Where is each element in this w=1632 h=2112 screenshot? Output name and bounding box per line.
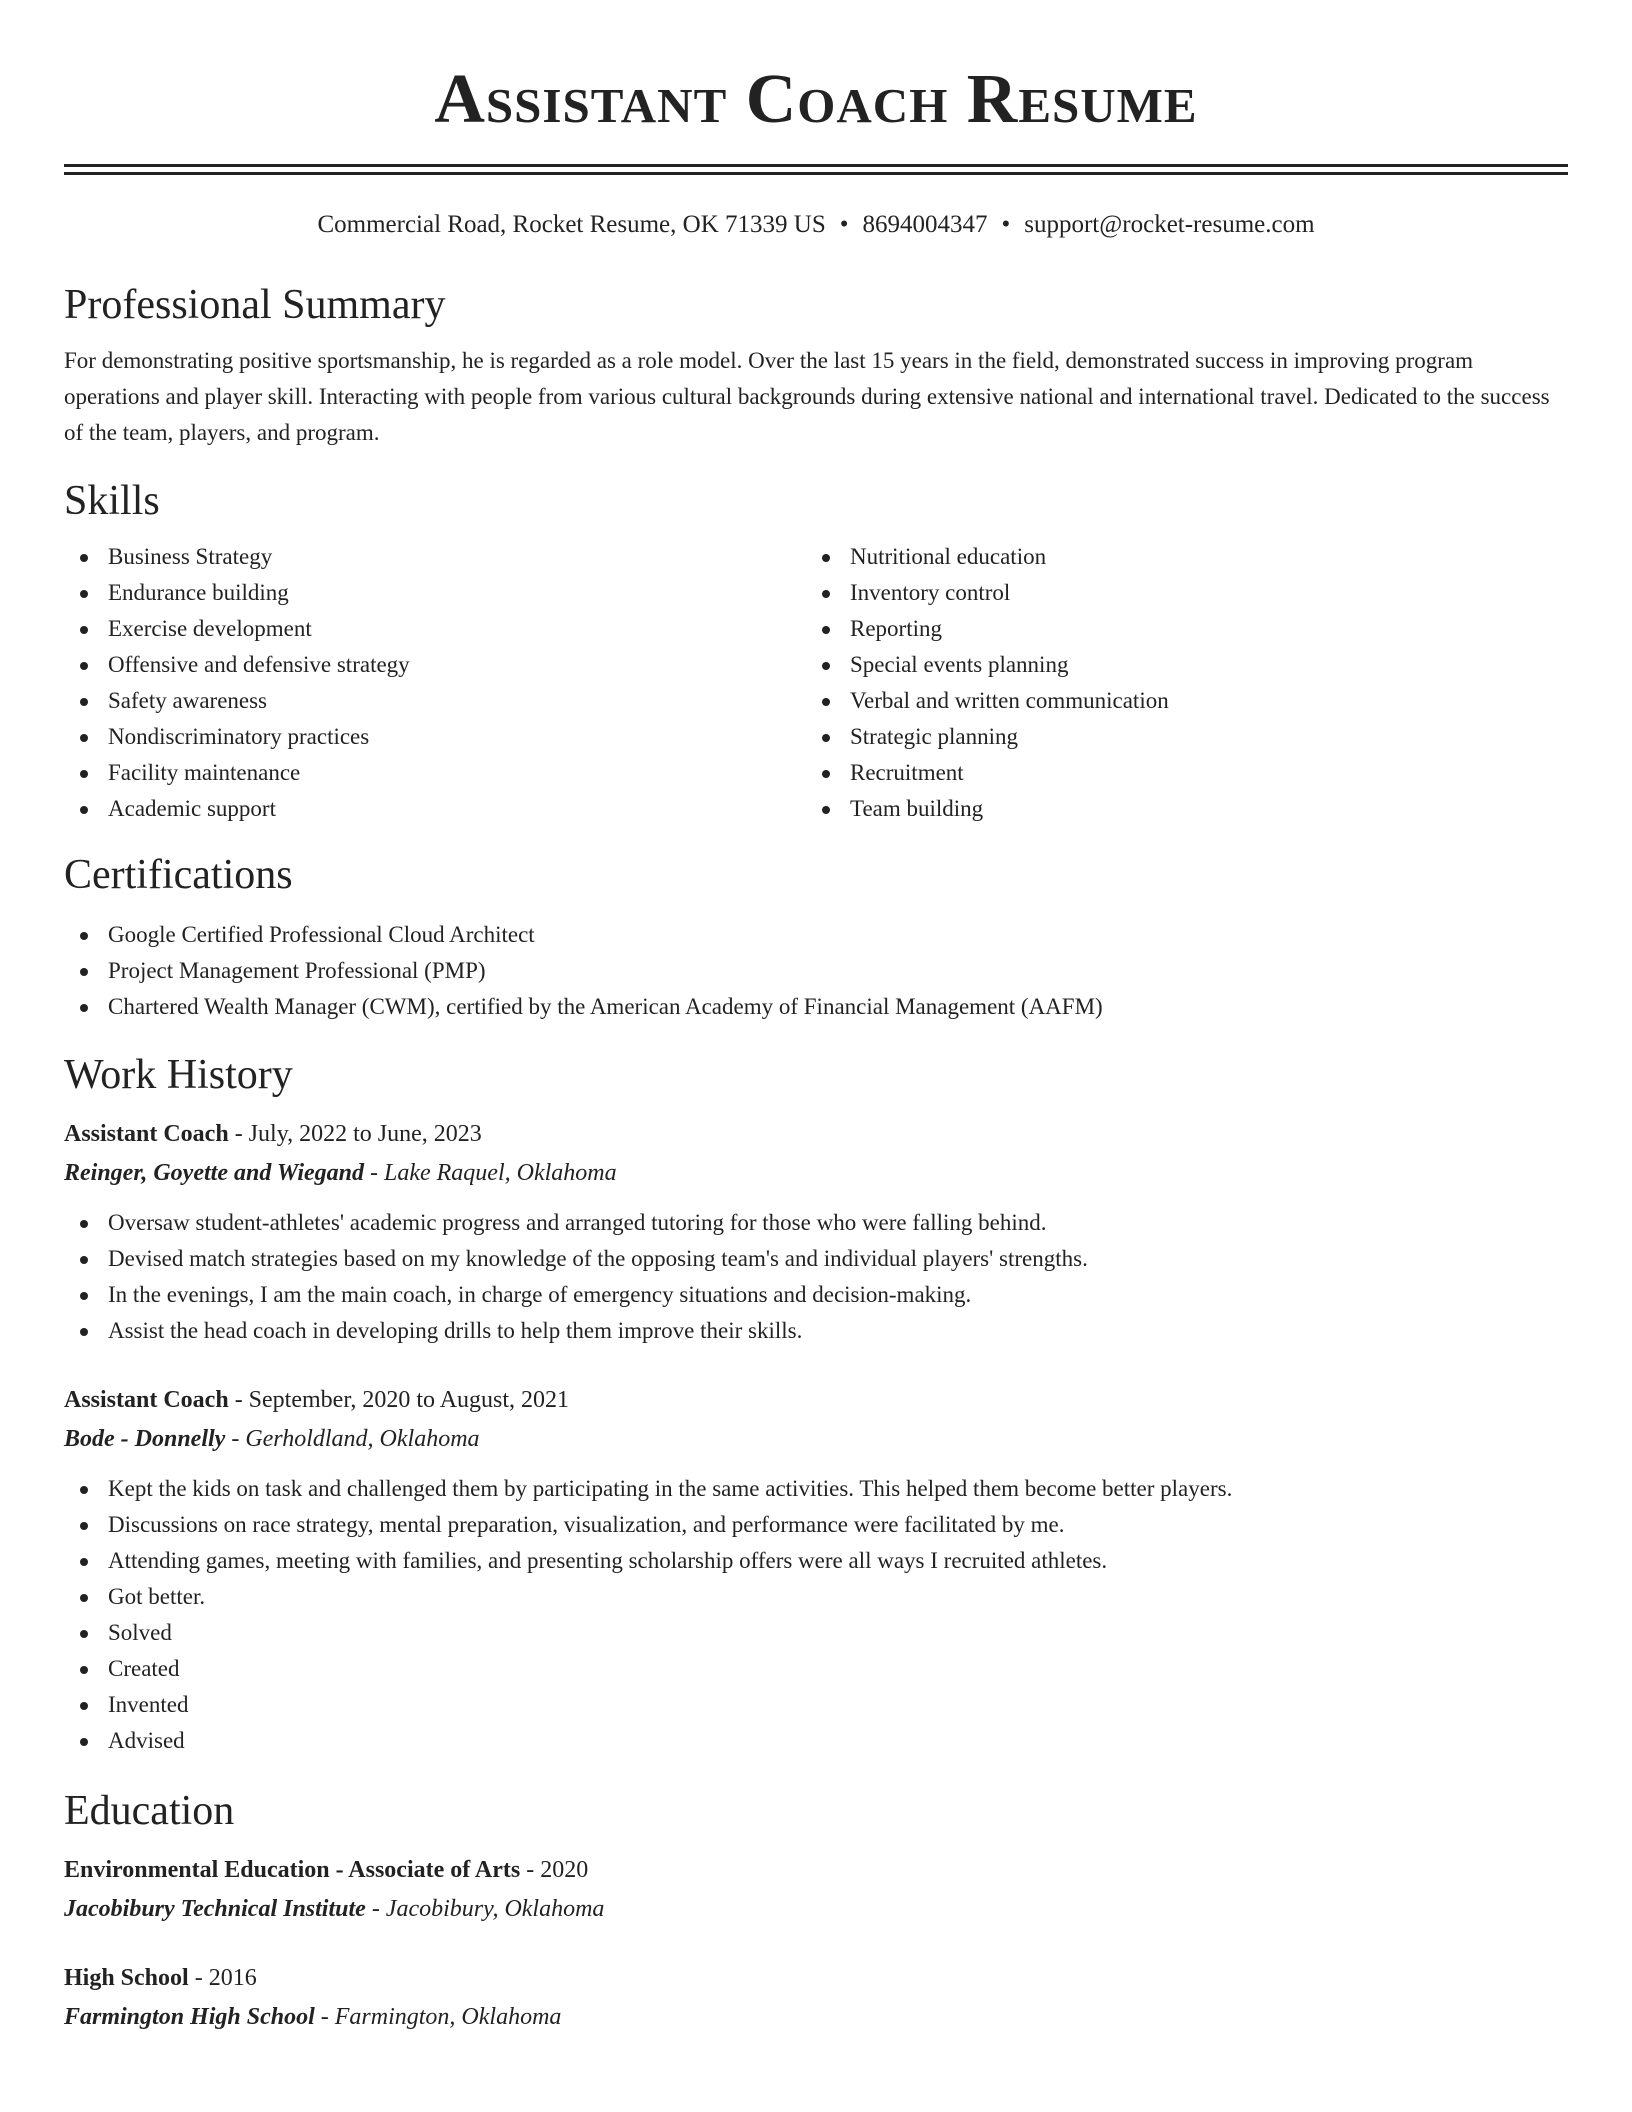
skill-item: Facility maintenance [64, 755, 806, 791]
work-history-heading: Work History [64, 1052, 293, 1098]
job-duty: Advised [64, 1723, 1568, 1759]
education-year: - 2020 [520, 1857, 589, 1883]
education-degree-line [64, 1959, 1568, 1997]
job-entry [64, 1381, 1568, 1759]
job-duty: Attending games, meeting with families, and presenting scholarship offers were all ways I recruited athletes. [64, 1543, 1568, 1579]
certification-item: Chartered Wealth Manager (CWM), certified by the American Academy of Financial Management (AAFM) [64, 989, 1568, 1025]
education-school-line [64, 1889, 1568, 1929]
skill-item: Verbal and written communication [806, 683, 1548, 719]
education-entry [64, 1851, 1568, 1929]
skill-item: Safety awareness [64, 683, 806, 719]
job-location: - Lake Raquel, Oklahoma [364, 1160, 617, 1186]
education-entry [64, 1959, 1568, 2037]
education-school: Jacobibury Technical Institute [64, 1896, 366, 1922]
skills-right-list [806, 539, 1548, 827]
contact-line [64, 209, 1568, 241]
job-dates: - September, 2020 to August, 2021 [228, 1387, 570, 1413]
education-school: Farmington High School [64, 2004, 315, 2030]
job-duty: Solved [64, 1615, 1568, 1651]
job-company: Bode - Donnelly [64, 1426, 226, 1452]
education-location: - Jacobibury, Oklahoma [365, 1896, 605, 1922]
job-location: - Gerholdland, Oklahoma [225, 1426, 480, 1452]
contact-separator: • [839, 211, 849, 238]
job-duty: Kept the kids on task and challenged them by participating in the same activities. This helped them become better players. [64, 1471, 1568, 1507]
skill-item: Special events planning [806, 647, 1548, 683]
job-title-line [64, 1381, 1568, 1419]
job-title: Assistant Coach [64, 1121, 229, 1147]
skill-item: Reporting [806, 611, 1548, 647]
skill-item: Recruitment [806, 755, 1548, 791]
skill-item: Academic support [64, 791, 806, 827]
job-duty: Invented [64, 1687, 1568, 1723]
skill-item: Exercise development [64, 611, 806, 647]
skill-item: Business Strategy [64, 539, 806, 575]
skill-item: Nutritional education [806, 539, 1548, 575]
skill-item: Inventory control [806, 575, 1548, 611]
job-entry [64, 1115, 1568, 1349]
skills-left-list [64, 539, 806, 827]
education-degree: Environmental Education - Associate of Arts [64, 1857, 521, 1883]
contact-separator: • [1001, 211, 1011, 238]
job-duty: Devised match strategies based on my knowledge of the opposing team's and individual players' strengths. [64, 1241, 1568, 1277]
job-company-line [64, 1419, 1568, 1459]
education-degree: High School [64, 1965, 189, 1991]
title-double-rule [64, 164, 1568, 175]
summary-heading: Professional Summary [64, 282, 446, 328]
skills-heading: Skills [64, 478, 160, 524]
contact-email: support@rocket-resume.com [1024, 211, 1315, 238]
certification-item: Google Certified Professional Cloud Architect [64, 917, 1568, 953]
summary-text: For demonstrating positive sportsmanship, he is regarded as a role model. Over the last 15 years in the field, demonstrated success in improving program operations and player skill. Interacting with people from various cultural backgrounds during extensive national and international travel. Dedicated to the success of the team, players, and program. [64, 348, 1550, 445]
education-heading: Education [64, 1788, 235, 1834]
job-title-line [64, 1115, 1568, 1153]
job-company-line [64, 1153, 1568, 1193]
skill-item: Nondiscriminatory practices [64, 719, 806, 755]
certification-item: Project Management Professional (PMP) [64, 953, 1568, 989]
certifications-heading: Certifications [64, 852, 293, 898]
job-duty: Discussions on race strategy, mental preparation, visualization, and performance were facilitated by me. [64, 1507, 1568, 1543]
page-title: Assistant Coach Resume [434, 61, 1198, 138]
job-duty: Assist the head coach in developing drills to help them improve their skills. [64, 1313, 1568, 1349]
job-dates: - July, 2022 to June, 2023 [228, 1121, 482, 1147]
job-duties-list [64, 1471, 1568, 1759]
contact-phone: 8694004347 [862, 211, 988, 238]
education-degree-line [64, 1851, 1568, 1889]
job-duty: In the evenings, I am the main coach, in charge of emergency situations and decision-making. [64, 1277, 1568, 1313]
job-title: Assistant Coach [64, 1387, 229, 1413]
job-duty: Oversaw student-athletes' academic progress and arranged tutoring for those who were falling behind. [64, 1205, 1568, 1241]
skill-item: Endurance building [64, 575, 806, 611]
job-duty: Created [64, 1651, 1568, 1687]
skill-item: Strategic planning [806, 719, 1548, 755]
skills-columns [64, 539, 1568, 827]
education-year: - 2016 [188, 1965, 257, 1991]
job-company: Reinger, Goyette and Wiegand [64, 1160, 364, 1186]
skill-item: Team building [806, 791, 1548, 827]
skill-item: Offensive and defensive strategy [64, 647, 806, 683]
certifications-list [64, 917, 1568, 1025]
contact-address: Commercial Road, Rocket Resume, OK 71339 US [317, 211, 826, 238]
education-location: - Farmington, Oklahoma [314, 2004, 562, 2030]
job-duty: Got better. [64, 1579, 1568, 1615]
education-school-line [64, 1997, 1568, 2037]
job-duties-list [64, 1205, 1568, 1349]
